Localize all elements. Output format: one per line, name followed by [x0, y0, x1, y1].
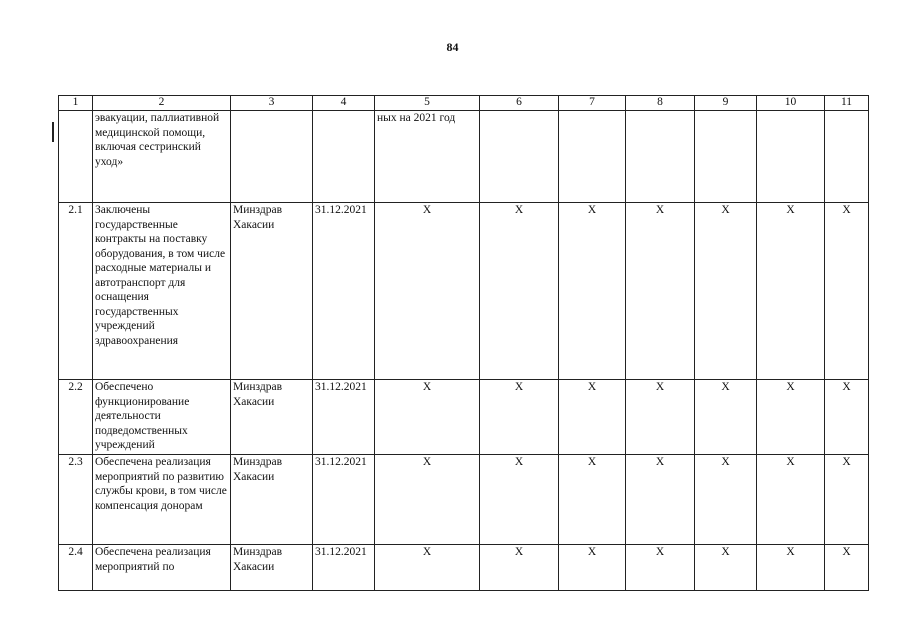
table-row-2-3	[59, 455, 869, 545]
column-number: 4	[313, 96, 375, 111]
value-cell	[695, 111, 757, 203]
mark-cell: X	[825, 455, 869, 545]
page-number: 84	[446, 40, 459, 54]
table-row-2-2	[59, 380, 869, 455]
column-number: 7	[559, 96, 626, 111]
column-number: 8	[626, 96, 695, 111]
date-cell: 31.12.2021	[313, 455, 375, 545]
value-cell	[757, 111, 825, 203]
table-row-2-4	[59, 545, 869, 591]
column-number: 9	[695, 96, 757, 111]
column-number: 1	[59, 96, 93, 111]
mark-cell: X	[825, 545, 869, 591]
column-number: 2	[93, 96, 231, 111]
description-cell: Обеспечена реализация мероприятий по развитию службы крови, в том числе компенсация донорам	[93, 455, 231, 545]
result-cell: ных на 2021 год	[375, 111, 480, 203]
mark-cell: X	[559, 203, 626, 380]
mark-cell: X	[626, 380, 695, 455]
scan-artifact-mark	[52, 122, 54, 142]
mark-cell: X	[695, 455, 757, 545]
column-number: 5	[375, 96, 480, 111]
value-cell	[626, 111, 695, 203]
mark-cell: X	[559, 380, 626, 455]
responsible-cell: Минздрав Хакасии	[231, 455, 313, 545]
plan-table	[58, 95, 869, 591]
mark-cell: X	[480, 203, 559, 380]
mark-cell: X	[480, 380, 559, 455]
column-number: 11	[825, 96, 869, 111]
column-number: 3	[231, 96, 313, 111]
mark-cell: X	[375, 203, 480, 380]
date-cell: 31.12.2021	[313, 380, 375, 455]
mark-cell: X	[825, 380, 869, 455]
date-cell: 31.12.2021	[313, 203, 375, 380]
column-number: 6	[480, 96, 559, 111]
responsible-cell	[231, 111, 313, 203]
mark-cell: X	[695, 380, 757, 455]
responsible-cell: Минздрав Хакасии	[231, 380, 313, 455]
mark-cell: X	[375, 380, 480, 455]
description-cell: Заключены государственные контракты на поставку оборудования, в том числе расходные материалы и автотранспорт для оснащения государственных учреждений здравоохранения	[93, 203, 231, 380]
mark-cell: X	[626, 455, 695, 545]
row-number-cell: 2.4	[59, 545, 93, 591]
description-cell: Обеспечена реализация мероприятий по	[93, 545, 231, 591]
responsible-cell: Минздрав Хакасии	[231, 203, 313, 380]
continuation-row	[59, 111, 869, 203]
mark-cell: X	[375, 455, 480, 545]
mark-cell: X	[480, 545, 559, 591]
value-cell	[559, 111, 626, 203]
description-cell: эвакуации, паллиативной медицинской помощи, включая сестринский уход»	[93, 111, 231, 203]
mark-cell: X	[757, 545, 825, 591]
mark-cell: X	[695, 545, 757, 591]
mark-cell: X	[825, 203, 869, 380]
column-number: 10	[757, 96, 825, 111]
mark-cell: X	[626, 203, 695, 380]
date-cell	[313, 111, 375, 203]
table-row-2-1	[59, 203, 869, 380]
mark-cell: X	[757, 380, 825, 455]
date-cell: 31.12.2021	[313, 545, 375, 591]
mark-cell: X	[559, 545, 626, 591]
mark-cell: X	[559, 455, 626, 545]
row-number-cell	[59, 111, 93, 203]
row-number-cell: 2.1	[59, 203, 93, 380]
mark-cell: X	[626, 545, 695, 591]
row-number-cell: 2.3	[59, 455, 93, 545]
value-cell	[480, 111, 559, 203]
mark-cell: X	[757, 455, 825, 545]
mark-cell: X	[757, 203, 825, 380]
mark-cell: X	[695, 203, 757, 380]
mark-cell: X	[480, 455, 559, 545]
value-cell	[825, 111, 869, 203]
row-number-cell: 2.2	[59, 380, 93, 455]
responsible-cell: Минздрав Хакасии	[231, 545, 313, 591]
mark-cell: X	[375, 545, 480, 591]
description-cell: Обеспечено функционирование деятельности подведомственных учреждений	[93, 380, 231, 455]
column-number-row	[59, 96, 869, 111]
